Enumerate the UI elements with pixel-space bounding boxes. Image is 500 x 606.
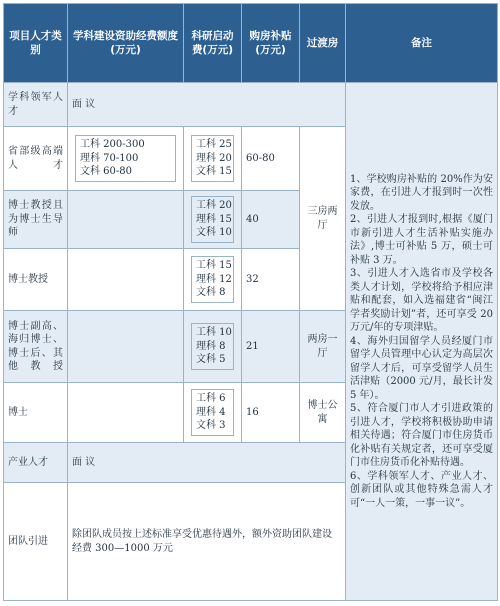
funding-negotiable-cell: 面 议 — [68, 443, 346, 483]
funding-line: 理科 70-100 — [80, 152, 139, 164]
funding-negotiable-cell: 面 议 — [68, 83, 346, 127]
startup-line: 文科 5 — [196, 354, 226, 366]
startup-line: 文科 8 — [196, 287, 226, 299]
note-item: 5、符合厦门市人才引进政策的引进人才，学校将积极协助申请相关待遇；符合厦门市住房货币化补贴有关规定者，还可享受厦门市住房货币化补贴待遇。 — [350, 403, 493, 469]
funding-cell — [68, 383, 184, 443]
startup-line: 文科 10 — [196, 227, 232, 239]
category-cell: 学科领军人才 — [4, 83, 68, 127]
note-item: 3、引进人才入选省市及学校各类人才计划，学校将给予相应津贴和配套，如入选福建省“闽江学者奖励计划”者，还可享受 20 万元/年的专项津贴。 — [350, 268, 493, 334]
talent-policy-table-container — [3, 3, 497, 603]
note-item: 6、学科领军人才、产业人才、创新团队或其他特殊急需人才可“一人一策，一事一议”。 — [350, 470, 493, 509]
funding-cell — [68, 127, 184, 191]
category-cell: 博士副高、海归博士、博士后、其他教授 — [4, 311, 68, 383]
header-notes: 备注 — [346, 4, 498, 83]
funding-cell — [68, 311, 184, 383]
header-category: 项目人才类别 — [4, 4, 68, 83]
startup-line: 理科 4 — [196, 406, 226, 418]
startup-cell — [184, 311, 242, 383]
startup-line: 工科 15 — [196, 260, 232, 272]
startup-cell — [184, 249, 242, 311]
transition-housing-cell: 两房一厅 — [300, 311, 346, 383]
talent-policy-table — [3, 3, 498, 601]
startup-line: 工科 6 — [196, 393, 226, 405]
startup-line: 工科 20 — [196, 200, 232, 212]
funding-cell — [68, 191, 184, 249]
startup-line: 工科 25 — [196, 139, 232, 151]
note-item: 2、引进人才报到时,根据《厦门市新引进人才生活补贴实施办法》,博士可补贴 5 万，硕士可补贴 3 万。 — [350, 214, 493, 266]
category-cell: 产业人才 — [4, 443, 68, 483]
housing-cell: 32 — [242, 249, 300, 311]
notes-cell — [346, 83, 498, 601]
header-funding: 学科建设资助经费额度(万元) — [68, 4, 184, 83]
table-row — [4, 83, 498, 127]
funding-line: 工科 200-300 — [80, 139, 145, 151]
category-cell: 博士 — [4, 383, 68, 443]
header-startup: 科研启动费(万元) — [184, 4, 242, 83]
housing-cell: 40 — [242, 191, 300, 249]
startup-line: 文科 3 — [196, 420, 226, 432]
startup-cell — [184, 127, 242, 191]
category-cell: 省部级高端人才 — [4, 127, 68, 191]
transition-housing-cell: 三房两厅 — [300, 127, 346, 311]
startup-line: 工科 10 — [196, 327, 232, 339]
category-cell: 博士教授且为博士生导师 — [4, 191, 68, 249]
category-cell: 博士教授 — [4, 249, 68, 311]
housing-cell: 16 — [242, 383, 300, 443]
housing-cell: 60-80 — [242, 127, 300, 191]
transition-housing-cell: 博士公寓 — [300, 383, 346, 443]
startup-line: 理科 15 — [196, 213, 232, 225]
housing-cell: 21 — [242, 311, 300, 383]
startup-cell — [184, 383, 242, 443]
note-item: 4、海外归国留学人员经厦门市留学人员管理中心认定为高层次留学人才后，可享受留学人员生活津贴（2000 元/月，最长计发 5 年）。 — [350, 335, 493, 401]
team-funding-cell: 除团队成员按上述标准享受优惠待遇外，额外资助团队建设经费 300—1000 万元 — [68, 483, 346, 601]
header-transition-housing: 过渡房 — [300, 4, 346, 83]
funding-cell — [68, 249, 184, 311]
startup-cell — [184, 191, 242, 249]
funding-line: 文科 60-80 — [80, 166, 133, 178]
category-cell: 团队引进 — [4, 483, 68, 601]
note-item: 1、学校购房补贴的 20%作为安家费，在引进人才报到时一次性发放。 — [350, 173, 493, 212]
startup-line: 理科 12 — [196, 273, 232, 285]
startup-line: 文科 15 — [196, 166, 232, 178]
table-header-row — [4, 4, 498, 83]
startup-line: 理科 20 — [196, 152, 232, 164]
header-housing-subsidy: 购房补贴(万元) — [242, 4, 300, 83]
startup-line: 理科 8 — [196, 340, 226, 352]
